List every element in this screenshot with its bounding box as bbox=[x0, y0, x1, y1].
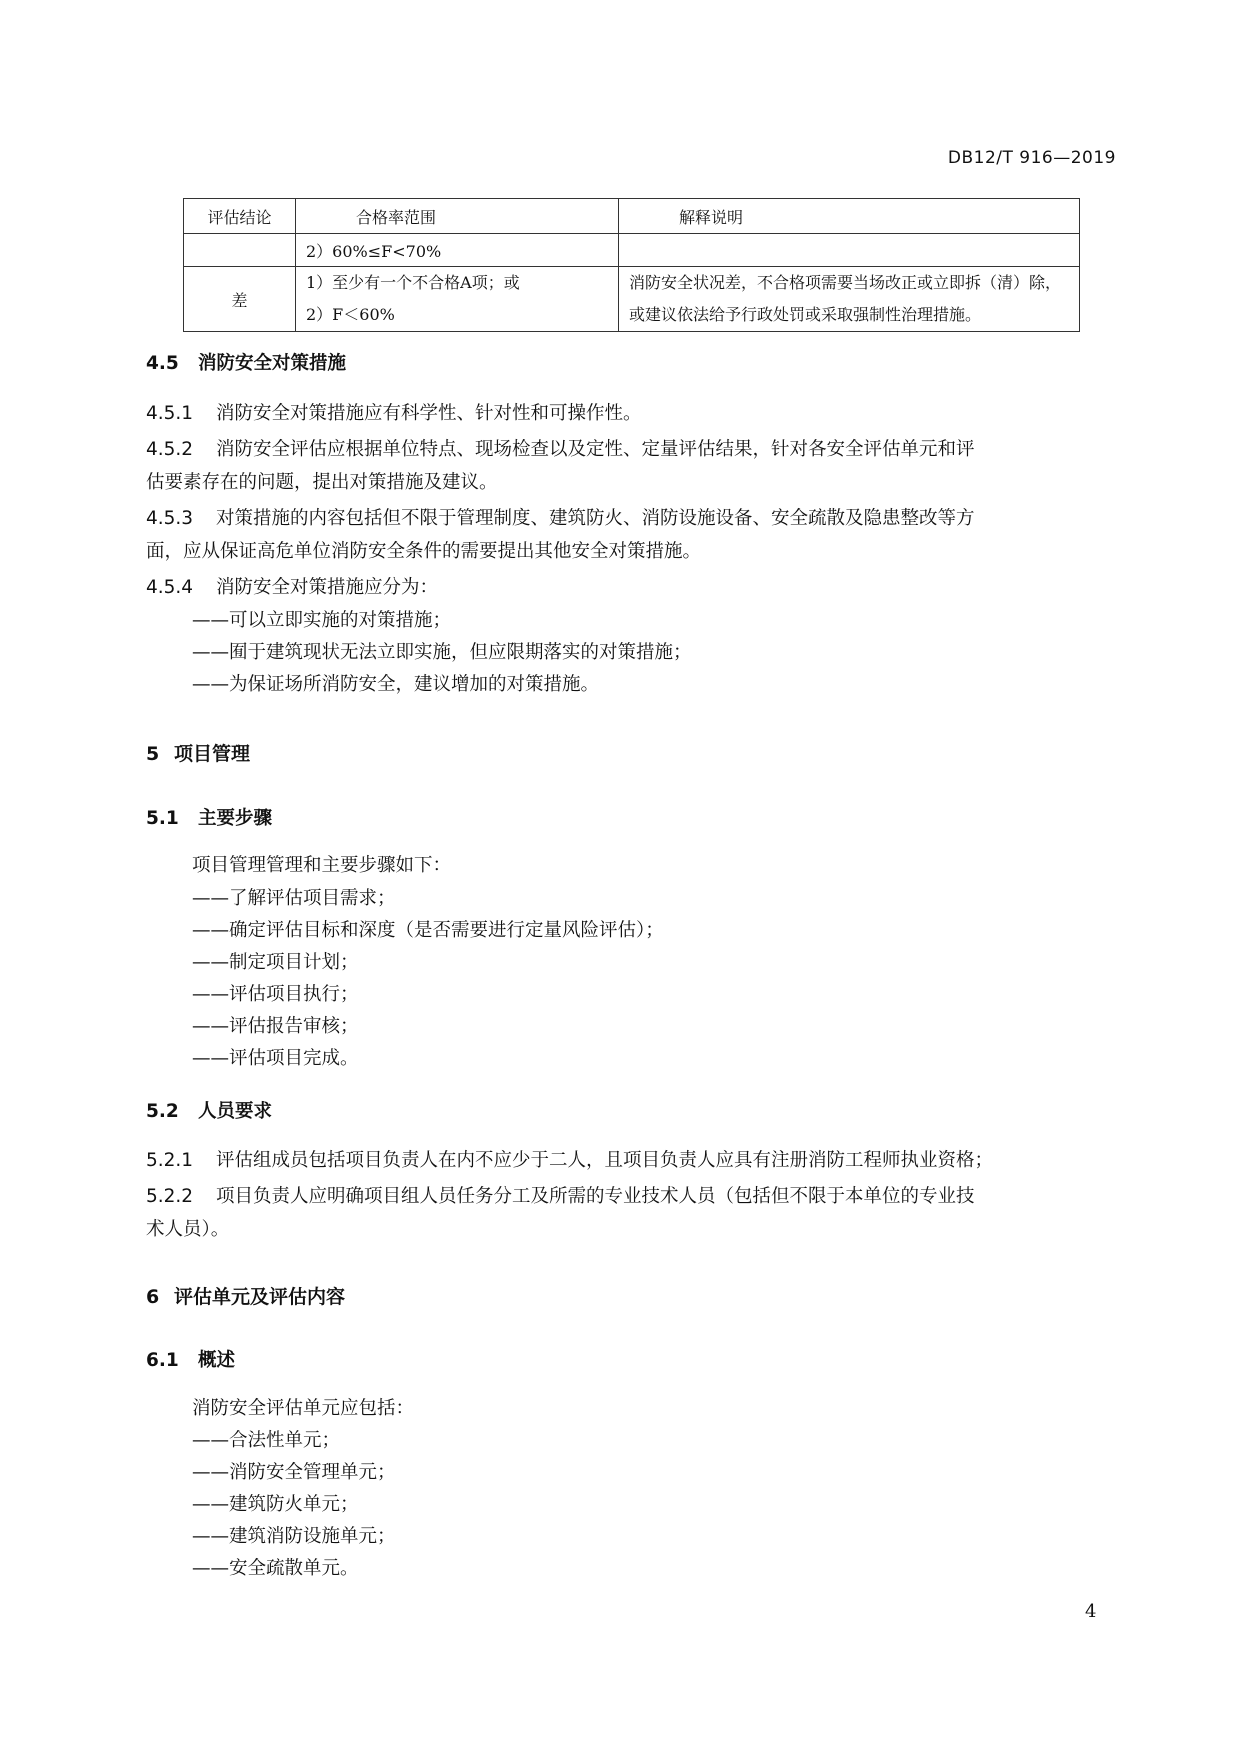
cell-conclusion: 差 bbox=[184, 267, 296, 332]
list-item: ——消防安全管理单元； bbox=[192, 1462, 396, 1483]
cell-explain bbox=[619, 234, 1080, 267]
paragraph bbox=[146, 441, 975, 460]
paragraph-continuation: 术人员）。 bbox=[146, 1219, 230, 1240]
paragraph: 项目管理管理和主要步骤如下： bbox=[192, 855, 452, 876]
explain-line: 或建议依法给予行政处罚或采取强制性治理措施。 bbox=[629, 305, 982, 324]
cell-range: 2）60%≤F<70% bbox=[296, 234, 619, 267]
paragraph bbox=[146, 1188, 975, 1207]
paragraph: 消防安全评估单元应包括： bbox=[192, 1398, 415, 1419]
list-item: ——评估项目完成。 bbox=[192, 1048, 359, 1069]
paragraph-continuation: 估要素存在的问题，提出对策措施及建议。 bbox=[146, 472, 498, 493]
clause-number: 4.5.3 bbox=[146, 508, 194, 529]
header-range: 合格率范围 bbox=[296, 199, 619, 234]
paragraph-text: 对策措施的内容包括但不限于管理制度、建筑防火、消防设施设备、安全疏散及隐患整改等方 bbox=[216, 508, 975, 529]
list-item: ——制定项目计划； bbox=[192, 952, 359, 973]
paragraph-text: 消防安全评估应根据单位特点、现场检查以及定性、定量评估结果，针对各安全评估单元和评 bbox=[216, 439, 975, 460]
chapter-title: 评估单元及评估内容 bbox=[174, 1286, 346, 1308]
paragraph-continuation: 面，应从保证高危单位消防安全条件的需要提出其他安全对策措施。 bbox=[146, 541, 702, 562]
clause-number: 5.2.2 bbox=[146, 1186, 194, 1207]
cell-range bbox=[296, 267, 619, 332]
table-header-row bbox=[184, 199, 1080, 234]
list-item: ——建筑消防设施单元； bbox=[192, 1526, 396, 1547]
range-line: 1）至少有一个不合格A项；或 bbox=[306, 273, 520, 292]
cell-explain bbox=[619, 267, 1080, 332]
paragraph-text: 消防安全对策措施应有科学性、针对性和可操作性。 bbox=[216, 403, 642, 424]
paragraph bbox=[146, 405, 642, 424]
list-item: ——为保证场所消防安全，建议增加的对策措施。 bbox=[192, 674, 600, 695]
chapter-heading bbox=[146, 745, 250, 764]
clause-number: 4.5.2 bbox=[146, 439, 194, 460]
paragraph-text: 项目负责人应明确项目组人员任务分工及所需的专业技术人员（包括但不限于本单位的专业技 bbox=[216, 1186, 975, 1207]
section-number: 5.2 bbox=[146, 1101, 179, 1122]
section-heading bbox=[146, 1352, 235, 1371]
list-item: ——合法性单元； bbox=[192, 1430, 341, 1451]
list-item: ——确定评估目标和深度（是否需要进行定量风险评估）； bbox=[192, 920, 664, 941]
section-heading bbox=[146, 1103, 272, 1122]
assessment-table bbox=[183, 198, 1080, 332]
chapter-number: 5 bbox=[146, 743, 160, 765]
range-line: 2）F＜60% bbox=[306, 305, 395, 324]
header-conclusion: 评估结论 bbox=[184, 199, 296, 234]
paragraph-text: 消防安全对策措施应分为： bbox=[216, 577, 439, 598]
page-number: 4 bbox=[1085, 1601, 1097, 1622]
chapter-heading bbox=[146, 1288, 345, 1307]
table-row bbox=[184, 267, 1080, 332]
paragraph bbox=[146, 510, 975, 529]
section-title: 主要步骤 bbox=[198, 808, 273, 829]
chapter-number: 6 bbox=[146, 1286, 160, 1308]
section-number: 5.1 bbox=[146, 808, 179, 829]
list-item: ——囿于建筑现状无法立即实施，但应限期落实的对策措施； bbox=[192, 642, 692, 663]
list-item: ——评估报告审核； bbox=[192, 1016, 359, 1037]
document-code: DB12/T 916—2019 bbox=[947, 148, 1116, 168]
list-item: ——评估项目执行； bbox=[192, 984, 359, 1005]
section-title: 消防安全对策措施 bbox=[198, 353, 347, 374]
cell-conclusion bbox=[184, 234, 296, 267]
paragraph bbox=[146, 1152, 993, 1171]
section-number: 4.5 bbox=[146, 353, 179, 374]
explain-line: 消防安全状况差，不合格项需要当场改正或立即拆（清）除， bbox=[629, 273, 1062, 292]
section-title: 人员要求 bbox=[198, 1101, 273, 1122]
list-item: ——建筑防火单元； bbox=[192, 1494, 359, 1515]
clause-number: 4.5.4 bbox=[146, 577, 194, 598]
section-heading bbox=[146, 355, 346, 374]
clause-number: 5.2.1 bbox=[146, 1150, 194, 1171]
paragraph bbox=[146, 579, 438, 598]
paragraph-text: 评估组成员包括项目负责人在内不应少于二人，且项目负责人应具有注册消防工程师执业资格； bbox=[216, 1150, 994, 1171]
chapter-title: 项目管理 bbox=[174, 743, 251, 765]
header-explain: 解释说明 bbox=[619, 199, 1080, 234]
clause-number: 4.5.1 bbox=[146, 403, 194, 424]
section-title: 概述 bbox=[198, 1350, 236, 1371]
table-row bbox=[184, 234, 1080, 267]
section-number: 6.1 bbox=[146, 1350, 179, 1371]
list-item: ——安全疏散单元。 bbox=[192, 1558, 359, 1579]
section-heading bbox=[146, 810, 272, 829]
list-item: ——可以立即实施的对策措施； bbox=[192, 610, 452, 631]
list-item: ——了解评估项目需求； bbox=[192, 888, 396, 909]
